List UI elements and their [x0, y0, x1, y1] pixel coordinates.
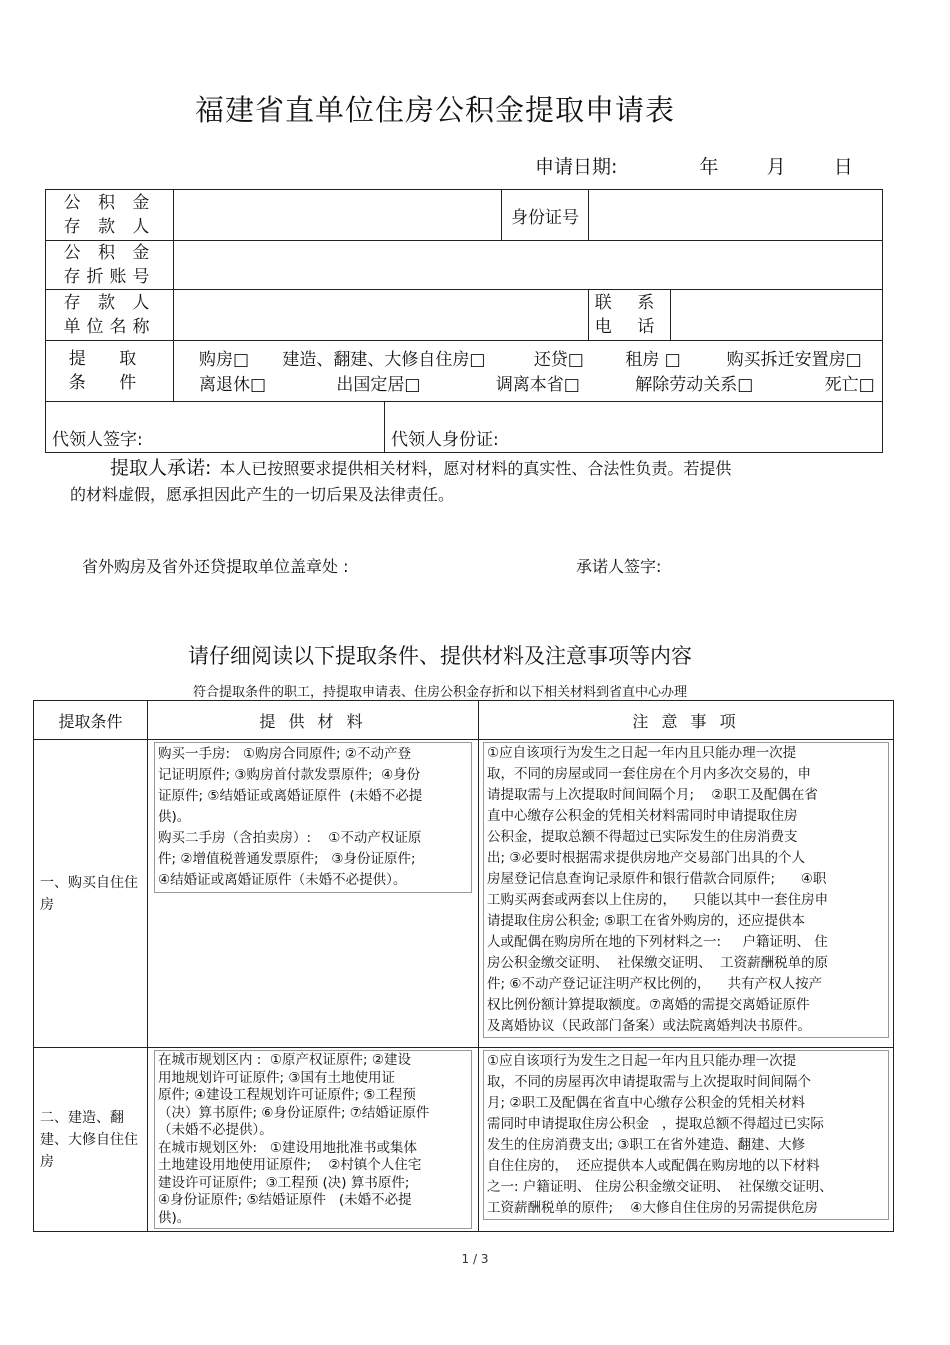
date-month: 月 [766, 156, 786, 178]
row-materials [148, 1048, 479, 1232]
id-number-label: 身份证号 [502, 190, 589, 241]
notes-box: ①应自该项行为发生之日起一年内且只能办理一次提 取，不同的房屋或同一套住房在个月内多次交易的，申 请提取需与上次提取时间间隔个月; ②职工及配偶在省 直中心缴存公积金的凭相关材料需同时申请提取住房 公积金，提取总额不得超过已实际发生的住房消费支 出; ③必要时根据需求提供房地产交易部门出具的个人 房屋登记信息查询记录原件和银行借款合同原件; ④职 工购买两套或两套以上住房的， 只能以其中一套住房申 请提取住房公积金; ⑤职工在省外购房的，还应提供本 人或配偶在购房所在地的下列材料之一: 户籍证明、 住 房公积金缴交证明、 社保缴交证明、 工资薪酬税单的原 件; ⑥不动产登记证注明产权比例的， 共有产权人按产 权比例份额计算提取额度。⑦离婚的需提交离婚证原件 及离婚协议（民政部门备案）或法院离婚判决书原件。 [483, 742, 889, 1038]
header-notes: 注 意 事 项 [479, 701, 894, 740]
condition-rent[interactable]: 租房 □ [625, 349, 681, 370]
depositor-label: 公 积 金 存 款 人 [46, 190, 174, 241]
date-year: 年 [699, 156, 719, 178]
application-date [535, 152, 853, 179]
condition-emigrate[interactable]: 出国定居□ [336, 374, 421, 395]
condition-buy-house[interactable]: 购房□ [199, 349, 250, 370]
page-title: 福建省直单位住房公积金提取申请表 [194, 93, 675, 127]
row-notes [479, 1048, 894, 1232]
conditions-info-table [33, 700, 894, 1232]
condition-build-house[interactable]: 建造、翻建、大修自住房□ [282, 349, 486, 370]
section-note: 符合提取条件的职工，持提取申请表、住房公积金存折和以下相关材料到省直中心办理 [192, 685, 687, 700]
applicant-promise [70, 455, 830, 508]
promise-line-1: 本人已按照要求提供相关材料，愿对材料的真实性、合法性负责。若提供 [219, 459, 732, 478]
condition-relocation-house[interactable]: 购买拆迁安置房□ [726, 349, 862, 370]
depositor-name-field[interactable] [174, 190, 502, 241]
page-number: 1 / 3 [461, 1252, 489, 1266]
id-number-field[interactable] [589, 190, 883, 241]
employer-label: 存 款 人 单位名称 [46, 290, 174, 341]
row-notes [479, 740, 894, 1048]
stamp-area-label: 省外购房及省外还贷提取单位盖章处 : [82, 557, 349, 576]
conditions-options [174, 341, 883, 402]
agent-signature[interactable]: 代领人签字: [46, 402, 385, 453]
application-form [45, 189, 883, 453]
phone-label: 联 系 电 话 [589, 290, 671, 341]
account-number-field[interactable] [174, 241, 883, 290]
promise-heading: 提取人承诺: [110, 457, 212, 479]
promisor-signature-label: 承诺人签字: [576, 557, 662, 576]
materials-box: 在城市规划区内 : ①原产权证原件; ②建设 用地规划许可证原件; ③国有土地使用证 原件; ④建设工程规划许可证原件; ⑤工程预 （决）算书原件; ⑥身份证原件; ⑦结婚证原件 （未婚不必提供）。 在城市规划区外: ①建设用地批准书或集体 土地建设用地使用证原件; ②村镇个人住宅 建设许可证原件; ③工程预 (决) 算书原件; ④身份证原件; ⑤结婚证原件 (未婚不必提 供)。 [154, 1050, 472, 1229]
condition-terminate-labor[interactable]: 解除劳动关系□ [635, 374, 754, 395]
header-condition: 提取条件 [34, 701, 148, 740]
condition-repay-loan[interactable]: 还贷□ [533, 349, 584, 370]
table-row [34, 1048, 894, 1232]
date-day: 日 [833, 156, 853, 178]
condition-retire[interactable]: 离退休□ [199, 374, 267, 395]
account-label: 公 积 金 存折账号 [46, 241, 174, 290]
notes-box: ①应自该项行为发生之日起一年内且只能办理一次提 取，不同的房屋再次申请提取需与上次提取时间间隔个 月; ②职工及配偶在省直中心缴存公积金的凭相关材料 需同时申请提取住房公积金 ，提取总额不得超过已实际 发生的住房消费支出; ③职工在省外建造、翻建、大修 自住住房的， 还应提供本人或配偶在购房地的以下材料 之一: 户籍证明、 住房公积金缴交证明、 社保缴交证明、 工资薪酬税单的原件; ④大修自住住房的另需提供危房 [483, 1050, 889, 1220]
agent-id-number[interactable]: 代领人身份证: [385, 402, 883, 453]
table-row [34, 740, 894, 1048]
date-label: 申请日期: [535, 156, 618, 178]
materials-box: 购买一手房: ①购房合同原件; ②不动产登 记证明原件; ③购房首付款发票原件; ④身份 证原件; ⑤结婚证或离婚证原件 (未婚不必提 供)。 购买二手房（含拍卖房）: ①不动产权证原 件; ②增值税普通发票原件; ③身份证原件; ④结婚证或离婚证原件（未婚不必提供）。 [154, 742, 472, 893]
row-materials [148, 740, 479, 1048]
header-materials: 提 供 材 料 [148, 701, 479, 740]
row-category: 一、购买自住住房 [34, 740, 148, 1048]
phone-field[interactable] [671, 290, 883, 341]
row-category: 二、建造、翻建、大修自住住房 [34, 1048, 148, 1232]
section-title: 请仔细阅读以下提取条件、提供材料及注意事项等内容 [188, 644, 692, 668]
promise-line-2: 的材料虚假，愿承担因此产生的一切后果及法律责任。 [70, 485, 455, 504]
condition-death[interactable]: 死亡□ [824, 374, 875, 395]
condition-leave-province[interactable]: 调离本省□ [495, 374, 580, 395]
conditions-label: 提 取 条 件 [46, 341, 174, 402]
employer-name-field[interactable] [174, 290, 589, 341]
